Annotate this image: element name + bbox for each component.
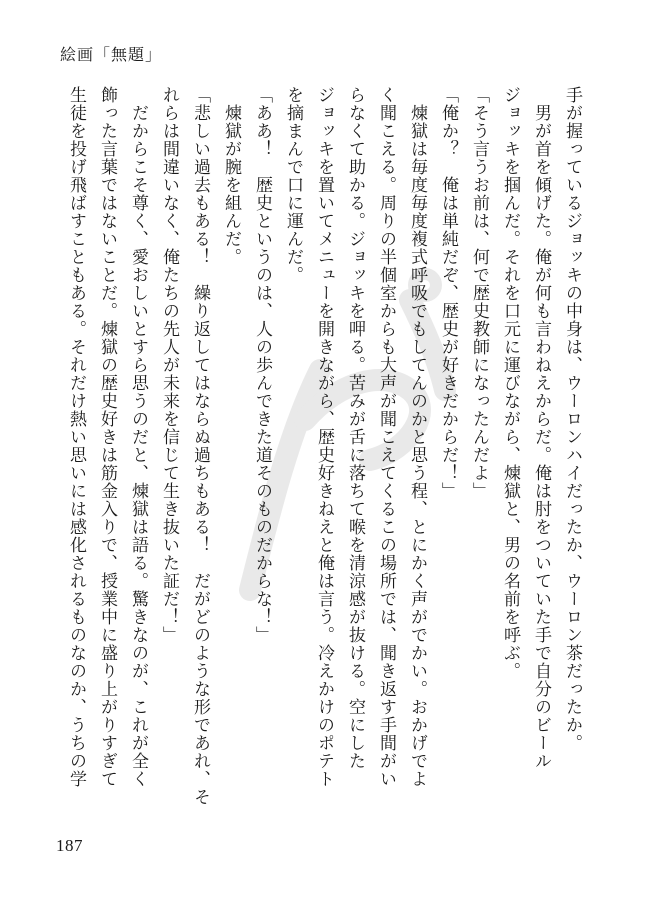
text-column: 「ああ！ 歴史というのは、人の歩んできた道そのものだからな！」	[252, 86, 272, 644]
text-column: れらは間違いなく、俺たちの先人が未来を信じて生き抜いた証だ！」	[159, 86, 179, 644]
text-column: らなくて助かる。ジョッキを呷る。苦みが舌に落ちて喉を清涼感が抜ける。空にした	[345, 86, 365, 770]
text-column: 飾った言葉ではないことだ。煉獄の歴史好きは筋金入りで、授業中に盛り上がりすぎて	[97, 86, 117, 788]
text-column: だからこそ尊く、愛おしいとすら思うのだと、煉獄は語る。驚きなのが、これが全く	[128, 86, 148, 788]
text-column: 男が首を傾げた。俺が何も言わねえからだ。俺は肘をついていた手で自分のビール	[531, 86, 551, 770]
text-column: ジョッキを置いてメニューを開きながら、歴史好きねえと俺は言う。冷えかけのポテト	[314, 86, 334, 788]
text-column: を摘まんで口に運んだ。	[283, 86, 303, 284]
text-column: 「悲しい過去もある！ 繰り返してはならぬ過ちもある！ だがどのような形であれ、そ	[190, 86, 210, 806]
text-column: 生徒を投げ飛ばすこともある。それだけ熱い思いには感化されるものなのか、うちの学	[66, 86, 86, 788]
text-column: 煉獄が腕を組んだ。	[221, 86, 241, 266]
text-column: 「そう言うお前は、何で歴史教師になったんだよ」	[469, 86, 489, 500]
text-column: く聞こえる。周りの半個室からも大声が聞こえてくるこの場所では、聞き返す手間がい	[376, 86, 396, 788]
vertical-body-text	[66, 86, 586, 832]
text-column: 煉獄は毎度毎度複式呼吸でもしてんのかと思う程、とにかく声がでかい。おかげでよ	[407, 86, 427, 788]
running-header-title: 絵画「無題」	[60, 45, 163, 64]
page-number: 187	[56, 836, 83, 855]
text-column: ジョッキを掴んだ。それを口元に運びながら、煉獄と、男の名前を呼ぶ。	[500, 86, 520, 680]
text-column: 手が握っているジョッキの中身は、ウーロンハイだったか、ウーロン茶だったか。	[562, 86, 582, 752]
text-column: 「俺か？ 俺は単純だぞ、歴史が好きだからだ！」	[438, 86, 458, 500]
